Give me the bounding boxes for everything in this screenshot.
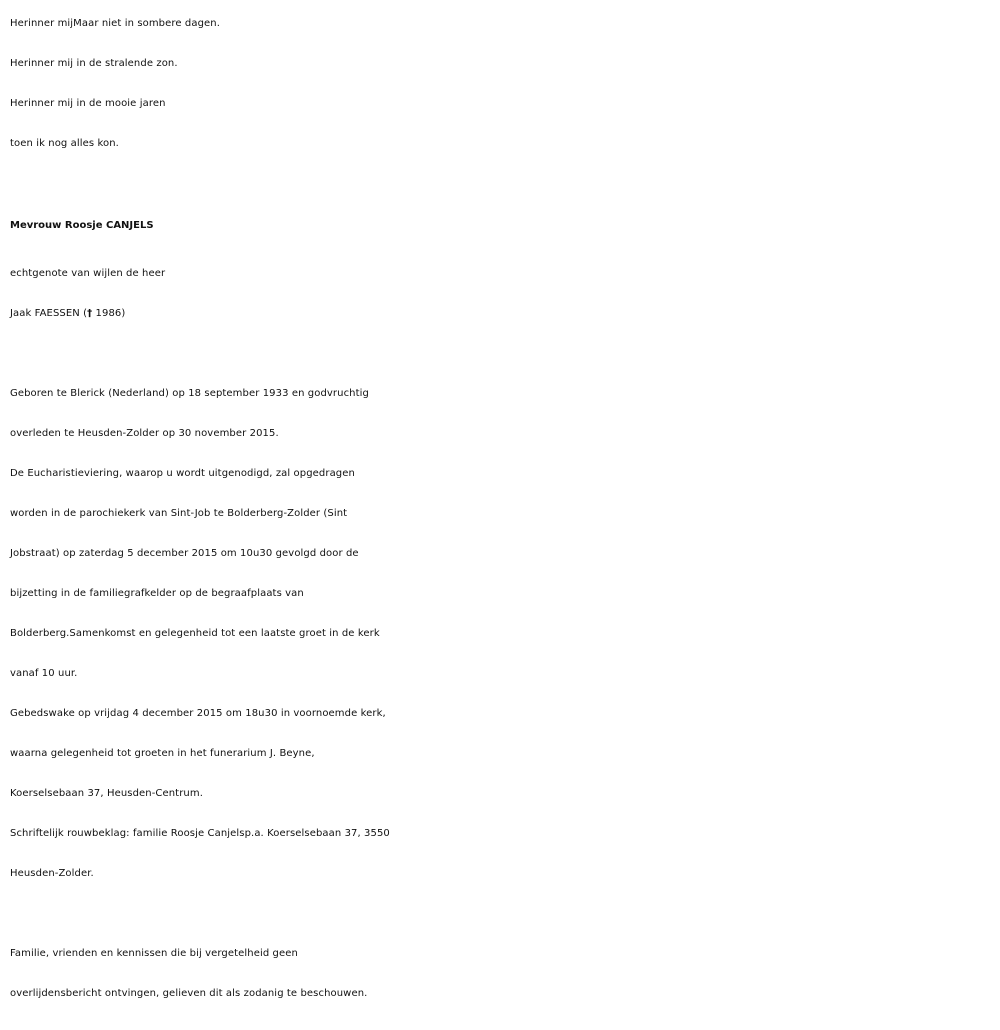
spacer [10, 894, 995, 934]
spacer [10, 334, 995, 374]
closing-note [10, 934, 995, 1014]
body-line: Heusden-Zolder. [10, 868, 94, 879]
body-line: Bolderberg.Samenkomst en gelegenheid tot een laatste groet in de kerk [10, 628, 380, 639]
body-line: waarna gelegenheid tot groeten in het funerarium J. Beyne, [10, 748, 315, 759]
body-line: Gebedswake op vrijdag 4 december 2015 om 18u30 in voornoemde kerk, [10, 708, 386, 719]
body-line: De Eucharistieviering, waarop u wordt uitgenodigd, zal opgedragen [10, 468, 355, 479]
closing-line: Familie, vrienden en kennissen die bij vergetelheid geen [10, 948, 298, 959]
body-line: Koerselsebaan 37, Heusden-Centrum. [10, 788, 203, 799]
body-line: Geboren te Blerick (Nederland) op 18 september 1933 en godvruchtig [10, 388, 369, 399]
spouse-line: echtgenote van wijlen de heer [10, 268, 166, 279]
body-line: overleden te Heusden-Zolder op 30 november 2015. [10, 428, 279, 439]
spouse-name: Jaak FAESSEN ( [10, 308, 88, 319]
closing-line: overlijdensbericht ontvingen, gelieven dit als zodanig te beschouwen. [10, 988, 368, 999]
spouse-name-line [10, 294, 995, 334]
poem-line: Herinner mij in de mooie jaren [10, 98, 166, 109]
body-line: Jobstraat) op zaterdag 5 december 2015 om 10u30 gevolgd door de [10, 548, 359, 559]
body-line: Schriftelijk rouwbeklag: familie Roosje Canjelsp.a. Koerselsebaan 37, 3550 [10, 828, 390, 839]
body-line: bijzetting in de familiegrafkelder op de begraafplaats van [10, 588, 304, 599]
obituary-notice [10, 4, 995, 1014]
poem [10, 4, 995, 164]
poem-line: Herinner mijMaar niet in sombere dagen. [10, 18, 220, 29]
body-line: worden in de parochiekerk van Sint-Job te Bolderberg-Zolder (Sint [10, 508, 348, 519]
notice-body [10, 374, 995, 894]
body-line: vanaf 10 uur. [10, 668, 78, 679]
poem-line: Herinner mij in de stralende zon. [10, 58, 178, 69]
poem-line: toen ik nog alles kon. [10, 138, 119, 149]
deceased-name: Mevrouw Roosje CANJELS [10, 220, 154, 231]
spouse-death-year: 1986) [95, 308, 126, 319]
cross-icon: † [87, 308, 93, 319]
